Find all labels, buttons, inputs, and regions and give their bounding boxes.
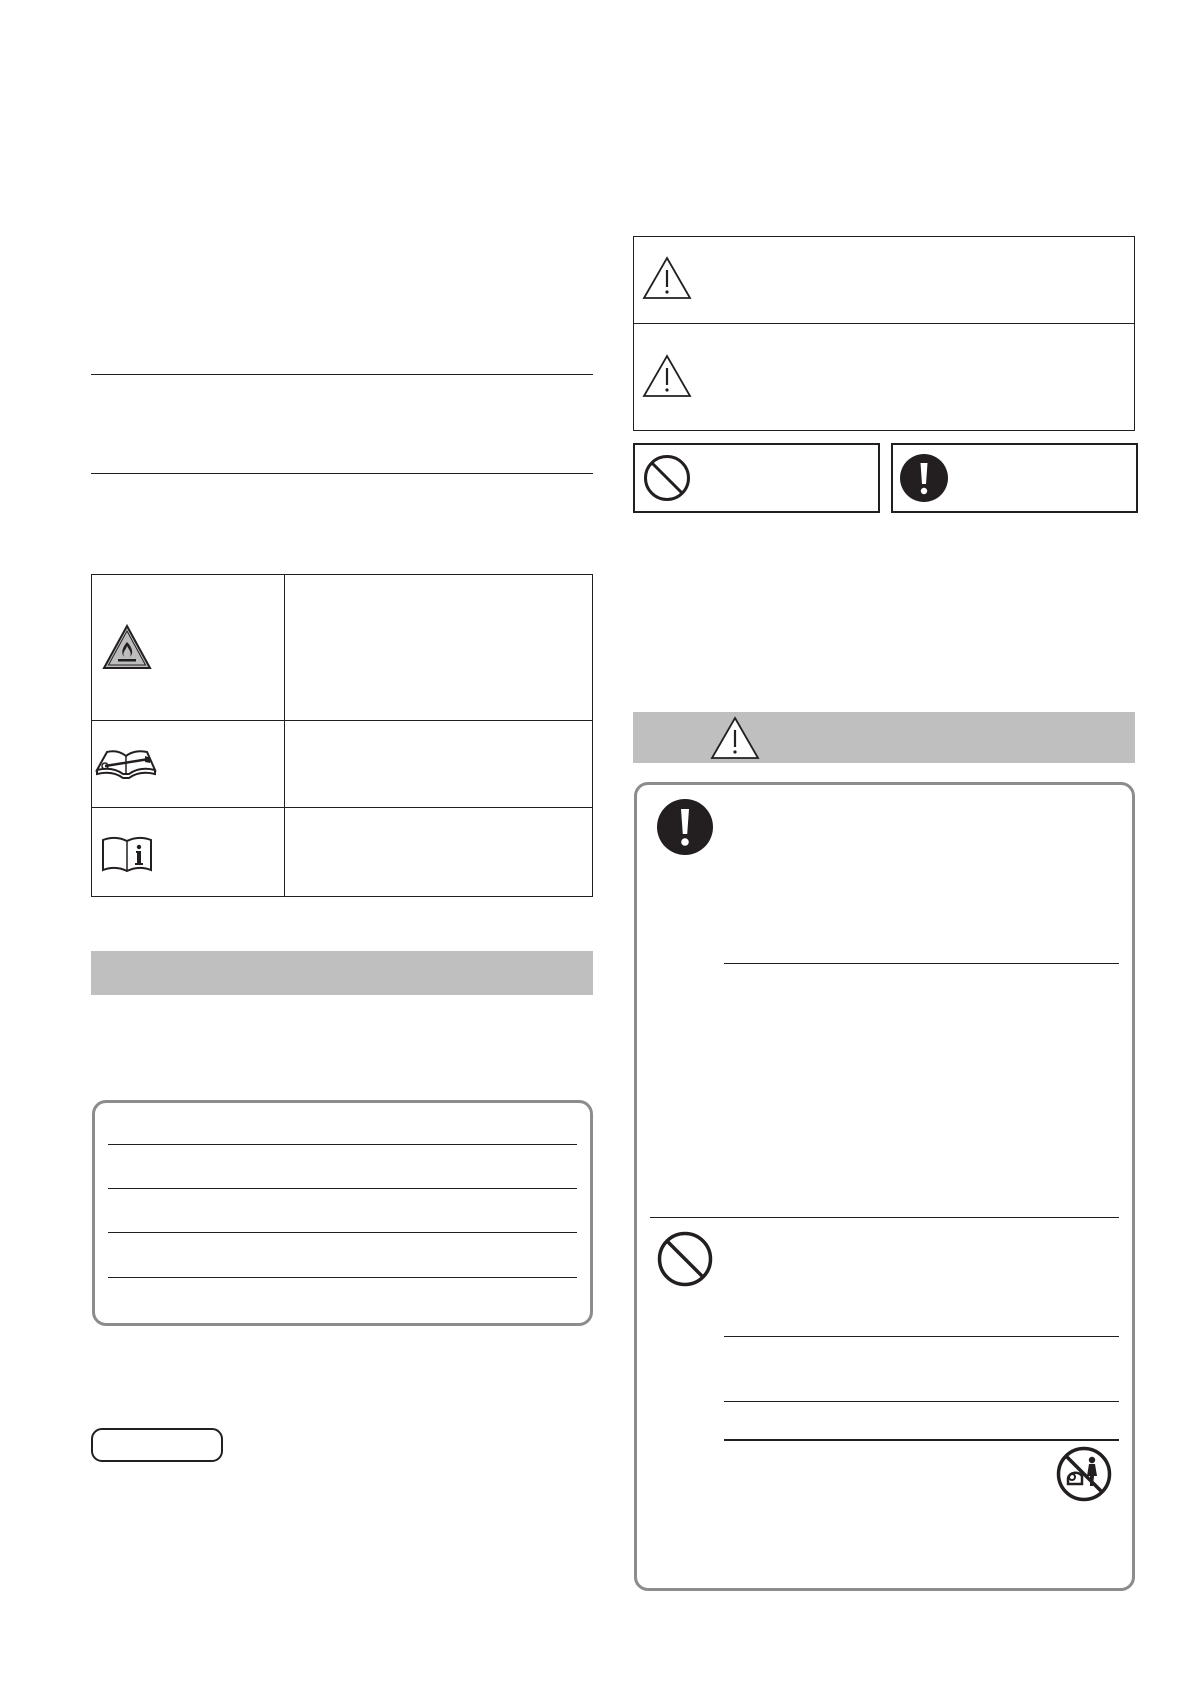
section-header-band xyxy=(91,951,593,995)
symbol-table-column-divider xyxy=(284,574,285,897)
signal-word-box-divider xyxy=(633,323,1135,324)
warning-panel-rule xyxy=(724,1401,1119,1402)
signal-word-box xyxy=(633,236,1135,431)
mandatory-exclamation-icon xyxy=(899,453,949,503)
rounded-label xyxy=(91,1428,223,1462)
warning-panel-rule xyxy=(724,1439,1119,1441)
warning-panel-rule xyxy=(724,1336,1119,1337)
warning-panel-rule xyxy=(724,963,1119,964)
notes-line xyxy=(108,1277,577,1278)
notes-line xyxy=(108,1144,577,1145)
symbol-table-row-divider xyxy=(91,807,593,808)
mandatory-exclamation-icon xyxy=(656,798,714,856)
read-instructions-icon xyxy=(101,836,153,872)
left-top-rule xyxy=(91,374,593,375)
symbol-table xyxy=(91,574,593,897)
caution-triangle-icon xyxy=(642,256,692,300)
caution-triangle-icon xyxy=(710,716,760,760)
warning-header-band xyxy=(633,712,1135,763)
warning-panel-section-divider xyxy=(650,1217,1119,1218)
service-manual-wrench-icon xyxy=(93,748,159,780)
left-second-rule xyxy=(91,473,593,474)
no-children-play-icon xyxy=(1056,1446,1112,1502)
prohibition-circle-icon xyxy=(656,1230,714,1288)
notes-line xyxy=(108,1232,577,1233)
notes-line xyxy=(108,1188,577,1189)
prohibition-circle-icon xyxy=(642,453,692,503)
lined-notes-box xyxy=(92,1100,593,1326)
caution-triangle-icon xyxy=(642,354,692,398)
flammable-warning-icon xyxy=(102,624,152,670)
symbol-table-row-divider xyxy=(91,720,593,721)
